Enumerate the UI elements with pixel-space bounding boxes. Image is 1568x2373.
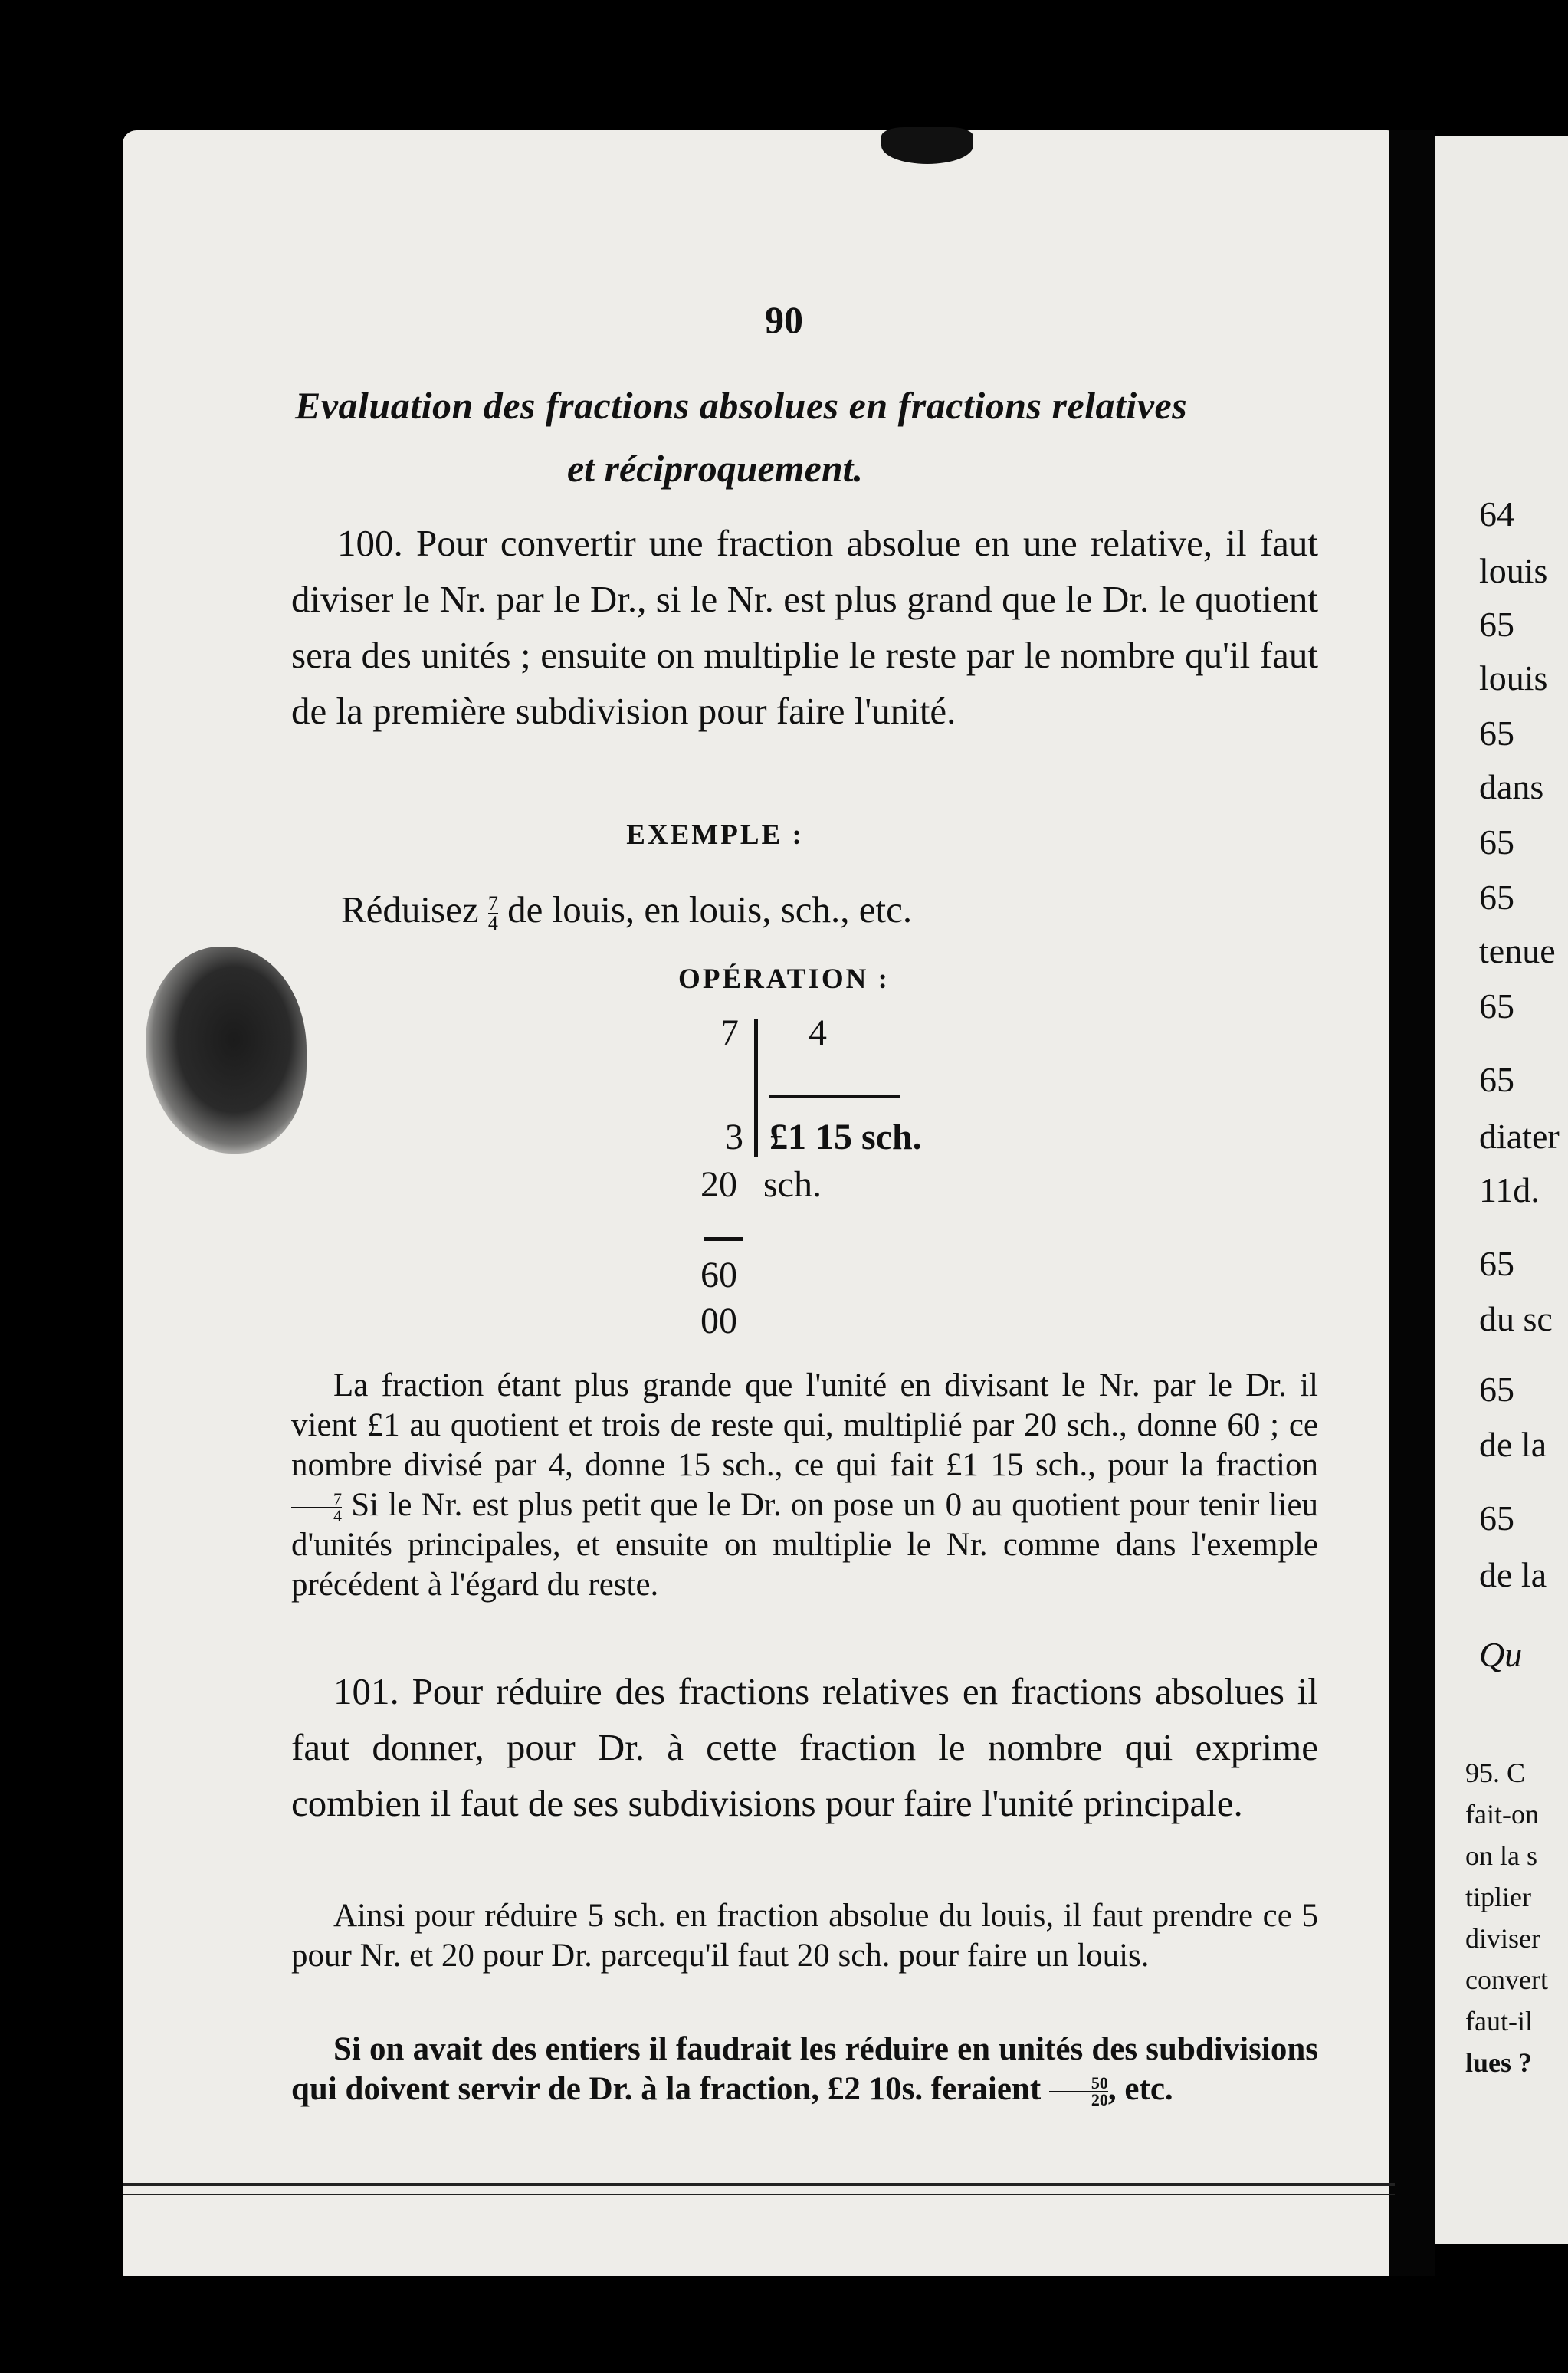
fraction	[291, 1489, 342, 1526]
facing-fragment-small: on la s	[1465, 1840, 1537, 1871]
product-rule	[704, 1237, 743, 1241]
entiers-after: , etc.	[1107, 2071, 1173, 2107]
facing-fragment-small: convert	[1465, 1964, 1548, 1995]
entiers-paragraph	[291, 2030, 1318, 2109]
section-heading: Evaluation des fractions absolues en fractions relatives	[295, 384, 1188, 427]
multiplier-unit: sch.	[763, 1164, 822, 1205]
facing-fragment: 65	[1479, 1370, 1514, 1409]
bottom-rule-thin	[123, 2194, 1395, 2195]
fraction-numerator: 50	[1049, 2076, 1108, 2092]
facing-fragment: 64	[1479, 494, 1514, 533]
division-bar-vertical	[754, 1019, 758, 1157]
fraction	[487, 891, 498, 934]
paragraph-text: Pour convertir une fraction absolue en une relative, il faut diviser le Nr. par le Dr., si le Nr. est plus grand que le Dr. le quotient sera des unités ; ensuite on multiplie le reste par le nombre qu'il faut de la première subdivision pour faire l'unité.	[291, 522, 1318, 732]
fraction-denominator: 20	[1091, 2090, 1108, 2110]
paragraph-100	[291, 515, 1318, 739]
facing-fragment: dans	[1479, 767, 1544, 806]
quotient: £1 15 sch.	[769, 1117, 922, 1157]
multiplier: 20	[700, 1164, 737, 1205]
facing-fragment: 65	[1479, 986, 1514, 1026]
dividend: 7	[720, 1013, 739, 1053]
facing-fragment: Qu	[1479, 1635, 1523, 1674]
explanation-text: La fraction étant plus grande que l'unité en divisant le Nr. par le Dr. il vient £1 au quotient et trois de reste qui, multiplié par 20 sch., donne 60 ; ce nombre divisé par 4, donne 15 sch., ce qui fait £1 15 sch., pour la fraction	[291, 1367, 1318, 1483]
paragraph-101	[291, 1663, 1318, 1831]
facing-fragment: 65	[1479, 714, 1514, 753]
facing-fragment: 65	[1479, 1498, 1514, 1538]
facing-fragment: louis	[1479, 658, 1548, 697]
operation-label: OPÉRATION :	[678, 963, 890, 995]
divisor: 4	[809, 1013, 827, 1053]
explanation-paragraph	[291, 1366, 1318, 1605]
page-number: 90	[765, 298, 803, 341]
facing-fragment-small: faut-il	[1465, 2006, 1533, 2037]
facing-fragment: 11d.	[1479, 1170, 1540, 1209]
facing-fragment-small: diviser	[1465, 1923, 1540, 1954]
facing-fragment-small: fait-on	[1465, 1799, 1539, 1830]
remainder: 3	[725, 1117, 743, 1157]
paragraph-text: Pour réduire des fractions relatives en fractions absolues il faut donner, pour Dr. à cette fraction le nombre qui exprime combien il faut de ses subdivisions pour faire l'unité principale.	[291, 1670, 1319, 1824]
fraction-numerator: 7	[487, 891, 498, 914]
facing-fragment: 65	[1479, 1244, 1514, 1283]
facing-fragment: du sc	[1479, 1299, 1553, 1338]
facing-fragment: de la	[1479, 1555, 1547, 1594]
fraction-denominator: 4	[487, 911, 498, 934]
example-sentence	[341, 888, 912, 933]
division-bar-horizontal	[769, 1095, 900, 1098]
facing-fragment-small: 95. C	[1465, 1758, 1526, 1788]
fraction-denominator: 4	[333, 1506, 342, 1526]
facing-fragment: diater	[1479, 1117, 1560, 1156]
final-remainder: 00	[700, 1301, 737, 1341]
ainsi-paragraph: Ainsi pour réduire 5 sch. en fraction absolue du louis, il faut prendre ce 5 pour Nr. et 20 pour Dr. parcequ'il faut 20 sch. pour faire un louis.	[291, 1898, 1318, 1974]
facing-fragment: tenue	[1479, 931, 1556, 970]
facing-fragment: 65	[1479, 1060, 1514, 1099]
fraction-numerator: 7	[291, 1492, 342, 1508]
product: 60	[700, 1255, 737, 1295]
example-text-after: de louis, en louis, sch., etc.	[507, 888, 913, 930]
facing-fragment: 65	[1479, 822, 1514, 862]
bottom-rule	[123, 2183, 1395, 2186]
facing-fragment: 65	[1479, 878, 1514, 917]
facing-fragment-small: lues ?	[1465, 2047, 1533, 2078]
entiers-text: Si on avait des entiers il faudrait les réduire en unités des subdivisions qui doivent servir de Dr. à la fraction, £2 10s. feraient	[291, 2031, 1318, 2107]
ink-smudge	[881, 127, 973, 164]
explanation-text-after: Si le Nr. est plus petit que le Dr. on pose un 0 au quotient pour tenir lieu d'unités principales, et ensuite on multiplie le Nr. comme dans l'exemple précédent à l'égard du reste.	[291, 1487, 1319, 1603]
facing-fragment: louis	[1479, 551, 1548, 590]
paragraph-number: 101.	[333, 1670, 399, 1712]
section-heading-line2: et réciproquement.	[566, 447, 864, 490]
facing-fragment: 65	[1479, 605, 1514, 644]
facing-fragment: de la	[1479, 1425, 1547, 1464]
example-text-before: Réduisez	[341, 888, 479, 930]
example-label: EXEMPLE :	[626, 819, 804, 851]
facing-fragment-small: tiplier	[1465, 1882, 1531, 1912]
paragraph-number: 100.	[337, 522, 403, 564]
fraction	[1049, 2073, 1108, 2110]
